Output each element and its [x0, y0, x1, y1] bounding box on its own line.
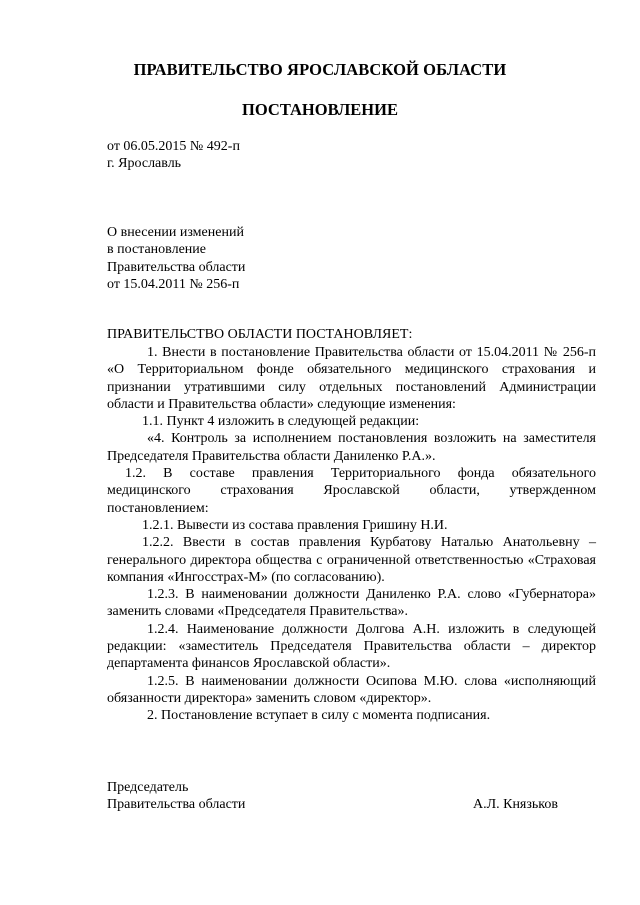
city: г. Ярославль [107, 156, 182, 171]
resolution-heading: ПРАВИТЕЛЬСТВО ОБЛАСТИ ПОСТАНОВЛЯЕТ: [107, 327, 413, 342]
date-and-number: от 06.05.2015 № 492-п [107, 139, 240, 154]
subject-line: от 15.04.2011 № 256-п [107, 276, 240, 292]
paragraph-1-2: 1.2. В составе правления Территориального фонда обязательного медицинского страхования Ярославской области, утвержденном постановлением: [107, 466, 596, 516]
subject-line: О внесении изменений [107, 225, 244, 240]
paragraph-1-2-4: 1.2.4. Наименование должности Долгова А.Н. изложить в следующей редакции: «заместитель Председателя Правительства области – директор департамента финансов Ярославской области». [107, 621, 596, 672]
subject-line: в постановление [107, 242, 206, 258]
document-body [107, 344, 596, 725]
signatory-title-line-1: Председатель [107, 780, 189, 795]
paragraph-1-1: 1.1. Пункт 4 изложить в следующей редакции: [142, 414, 420, 430]
paragraph-1-2-5: 1.2.5. В наименовании должности Осипова М.Ю. слова «исполняющий обязанности директора» заменить словом «директор». [107, 673, 596, 706]
paragraph-2: 2. Постановление вступает в силу с момента подписания. [147, 708, 491, 724]
paragraph-1-2-3: 1.2.3. В наименовании должности Даниленко Р.А. слово «Губернатора» заменить словами «Председателя Правительства». [107, 587, 596, 620]
signatory-name: А.Л. Князьков [473, 797, 558, 813]
document-type-title: ПОСТАНОВЛЕНИЕ [242, 100, 398, 119]
document-subject [107, 224, 245, 293]
signatory-title-line-2: Правительства области [107, 797, 246, 813]
paragraph-1-1-quote: «4. Контроль за исполнением постановления возложить на заместителя Председателя Правительства области Даниленко Р.А.». [107, 431, 596, 464]
paragraph-1-2-2: 1.2.2. Ввести в состав правления Курбатову Наталью Анатольевну – генерального директора общества с ограниченной ответственностью «Страховая компания «Ингосстрах-М» (по согласованию). [107, 535, 596, 585]
signature-row [107, 796, 596, 813]
signature-block [107, 779, 596, 814]
subject-line: Правительства области [107, 259, 246, 275]
paragraph-1-2-1: 1.2.1. Вывести из состава правления Гришину Н.И. [142, 517, 448, 533]
paragraph-1: 1. Внести в постановление Правительства области от 15.04.2011 № 256-п «О Территориальном фонде обязательного медицинского страхования и признании утратившими силу отдельных постановлений Администрации области и Правительства области» следующие изменения: [107, 345, 596, 412]
government-title: ПРАВИТЕЛЬСТВО ЯРОСЛАВСКОЙ ОБЛАСТИ [133, 60, 507, 79]
